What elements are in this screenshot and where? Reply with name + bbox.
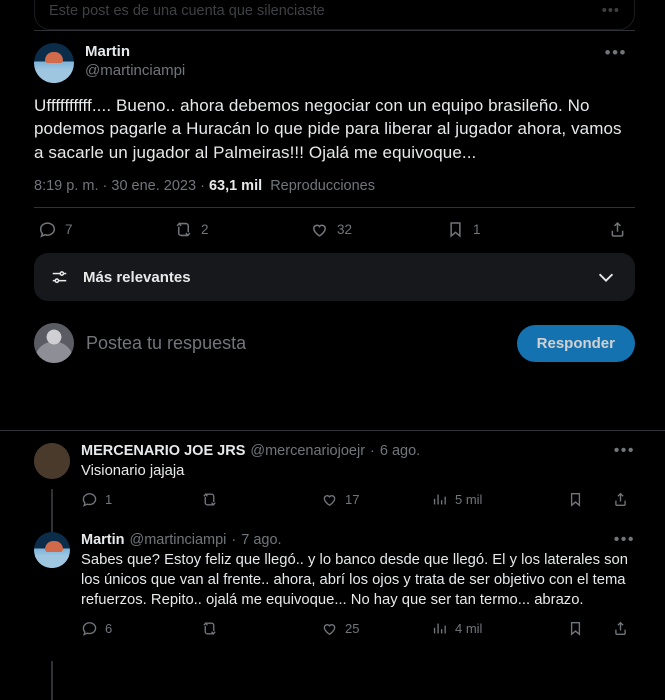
reply-body: [81, 443, 635, 510]
sort-label: Más relevantes: [83, 268, 191, 286]
reply-composer[interactable]: [34, 301, 635, 385]
analytics-icon: [431, 491, 448, 508]
meta-sep-2: ·: [200, 178, 209, 195]
repost-icon: [201, 491, 218, 508]
muted-account-menu-icon[interactable]: •••: [601, 3, 620, 19]
reply-text: Sabes que? Estoy feliz que llegó.. y lo banco desde que llegó. El y los laterales son los únicos que van al frente.. ahora, abrí los ojos y trata de ser objetivo con el tema refuerzos. Repito.. ojalá me equivoque... No hay que ser tan termo... abrazo.: [81, 552, 629, 609]
reply-author-name[interactable]: Martin: [81, 532, 125, 549]
reply-icon: [81, 491, 98, 508]
bookmark-button[interactable]: [446, 220, 582, 239]
tweet-time: 8:19 p. m.: [34, 178, 99, 195]
reply-action-bar: [81, 491, 635, 508]
repost-icon: [201, 620, 218, 637]
filter-icon: [50, 268, 69, 287]
repost-button[interactable]: [201, 620, 321, 637]
like-count: 17: [345, 492, 360, 508]
separator-dot: ·: [370, 443, 375, 459]
sort-replies-bar[interactable]: [34, 253, 635, 301]
repost-button[interactable]: [201, 491, 321, 508]
reply-header: [81, 532, 635, 548]
share-icon: [612, 620, 629, 637]
thread-connector: [51, 661, 53, 700]
tweet-metadata: [34, 178, 635, 194]
reply-icon: [38, 220, 57, 239]
tweet-header: [34, 43, 635, 83]
avatar[interactable]: [34, 443, 70, 479]
like-count: 32: [337, 222, 353, 238]
tweet-action-bar: [34, 208, 635, 251]
like-button[interactable]: [321, 491, 431, 508]
reply-button[interactable]: [81, 491, 201, 508]
avatar[interactable]: [34, 532, 70, 568]
separator-dot: ·: [231, 532, 237, 549]
reply-more-menu-icon[interactable]: •••: [613, 531, 635, 549]
reply-action-bar: [81, 620, 635, 637]
reply-author-handle[interactable]: @mercenariojoejr: [250, 443, 366, 459]
reply-header: [81, 443, 635, 459]
views-count: 5 mil: [455, 492, 483, 508]
author-display-name: Martin: [85, 43, 130, 60]
reply-input[interactable]: Postea tu respuesta: [86, 332, 247, 353]
muted-quote-clip: [34, 0, 635, 30]
main-tweet: [34, 31, 635, 385]
analytics-icon: [431, 620, 448, 637]
tweet-more-menu-icon[interactable]: •••: [604, 43, 627, 62]
share-icon: [608, 220, 627, 239]
views-count: 4 mil: [455, 621, 483, 637]
reply-count: 7: [65, 222, 73, 238]
reply-more-menu-icon[interactable]: •••: [613, 442, 635, 459]
avatar[interactable]: [34, 323, 74, 363]
bookmark-count: 1: [473, 222, 481, 238]
share-button[interactable]: [612, 491, 629, 508]
like-button[interactable]: [310, 220, 446, 239]
reply-timestamp: 6 ago.: [379, 443, 421, 459]
reply-icon: [81, 620, 98, 637]
bookmark-button[interactable]: [567, 620, 584, 637]
repost-button[interactable]: [174, 220, 310, 239]
reply-count: 1: [105, 492, 113, 508]
reply-body: [81, 532, 635, 639]
chevron-down-icon[interactable]: [595, 266, 617, 288]
tweet-date: 30 ene. 2023: [111, 178, 197, 195]
reply-author-name[interactable]: MERCENARIO JOE JRS: [81, 443, 246, 459]
like-button[interactable]: [321, 620, 431, 637]
muted-account-card[interactable]: [34, 0, 635, 30]
reply-text: Visionario jajaja: [81, 463, 185, 479]
views-count: 63,1 mil: [208, 178, 263, 195]
heart-icon: [321, 620, 338, 637]
views-button[interactable]: [431, 620, 531, 637]
repost-count: 2: [201, 222, 209, 238]
tweet-text: Uffffffffff.... Bueno.. ahora debemos negociar con un equipo brasileño. No podemos pagarle a Huracán lo que pide para liberar al jugador ahora, vamos a sacarle un jugador al Palmeiras!!! Ojalá me equivoque...: [34, 96, 622, 162]
meta-sep-1: ·: [102, 178, 112, 195]
share-button[interactable]: [612, 620, 629, 637]
reply-button[interactable]: [38, 220, 174, 239]
avatar[interactable]: [34, 43, 74, 83]
like-count: 25: [345, 621, 360, 637]
reply-submit-button[interactable]: Responder: [517, 325, 635, 362]
bookmark-icon: [446, 220, 465, 239]
reply-button[interactable]: [81, 620, 201, 637]
reply-author-handle[interactable]: @martinciampi: [129, 532, 227, 549]
list-item[interactable]: [34, 431, 635, 510]
share-icon: [612, 491, 629, 508]
author-names[interactable]: [85, 43, 588, 81]
reply-timestamp: 7 ago.: [241, 532, 282, 549]
repost-icon: [174, 220, 193, 239]
author-handle: @martinciampi: [85, 61, 186, 79]
reply-count: 6: [105, 621, 113, 637]
muted-account-text: Este post es de una cuenta que silenciaste: [49, 3, 325, 19]
views-button[interactable]: [431, 491, 531, 508]
bookmark-button[interactable]: [567, 491, 584, 508]
views-label-text: Reproducciones: [270, 178, 375, 195]
share-button[interactable]: [608, 220, 627, 239]
bookmark-icon: [567, 620, 584, 637]
replies-thread: [34, 431, 635, 639]
bookmark-icon: [567, 491, 584, 508]
heart-icon: [321, 491, 338, 508]
list-item[interactable]: [34, 510, 635, 639]
heart-icon: [310, 220, 329, 239]
